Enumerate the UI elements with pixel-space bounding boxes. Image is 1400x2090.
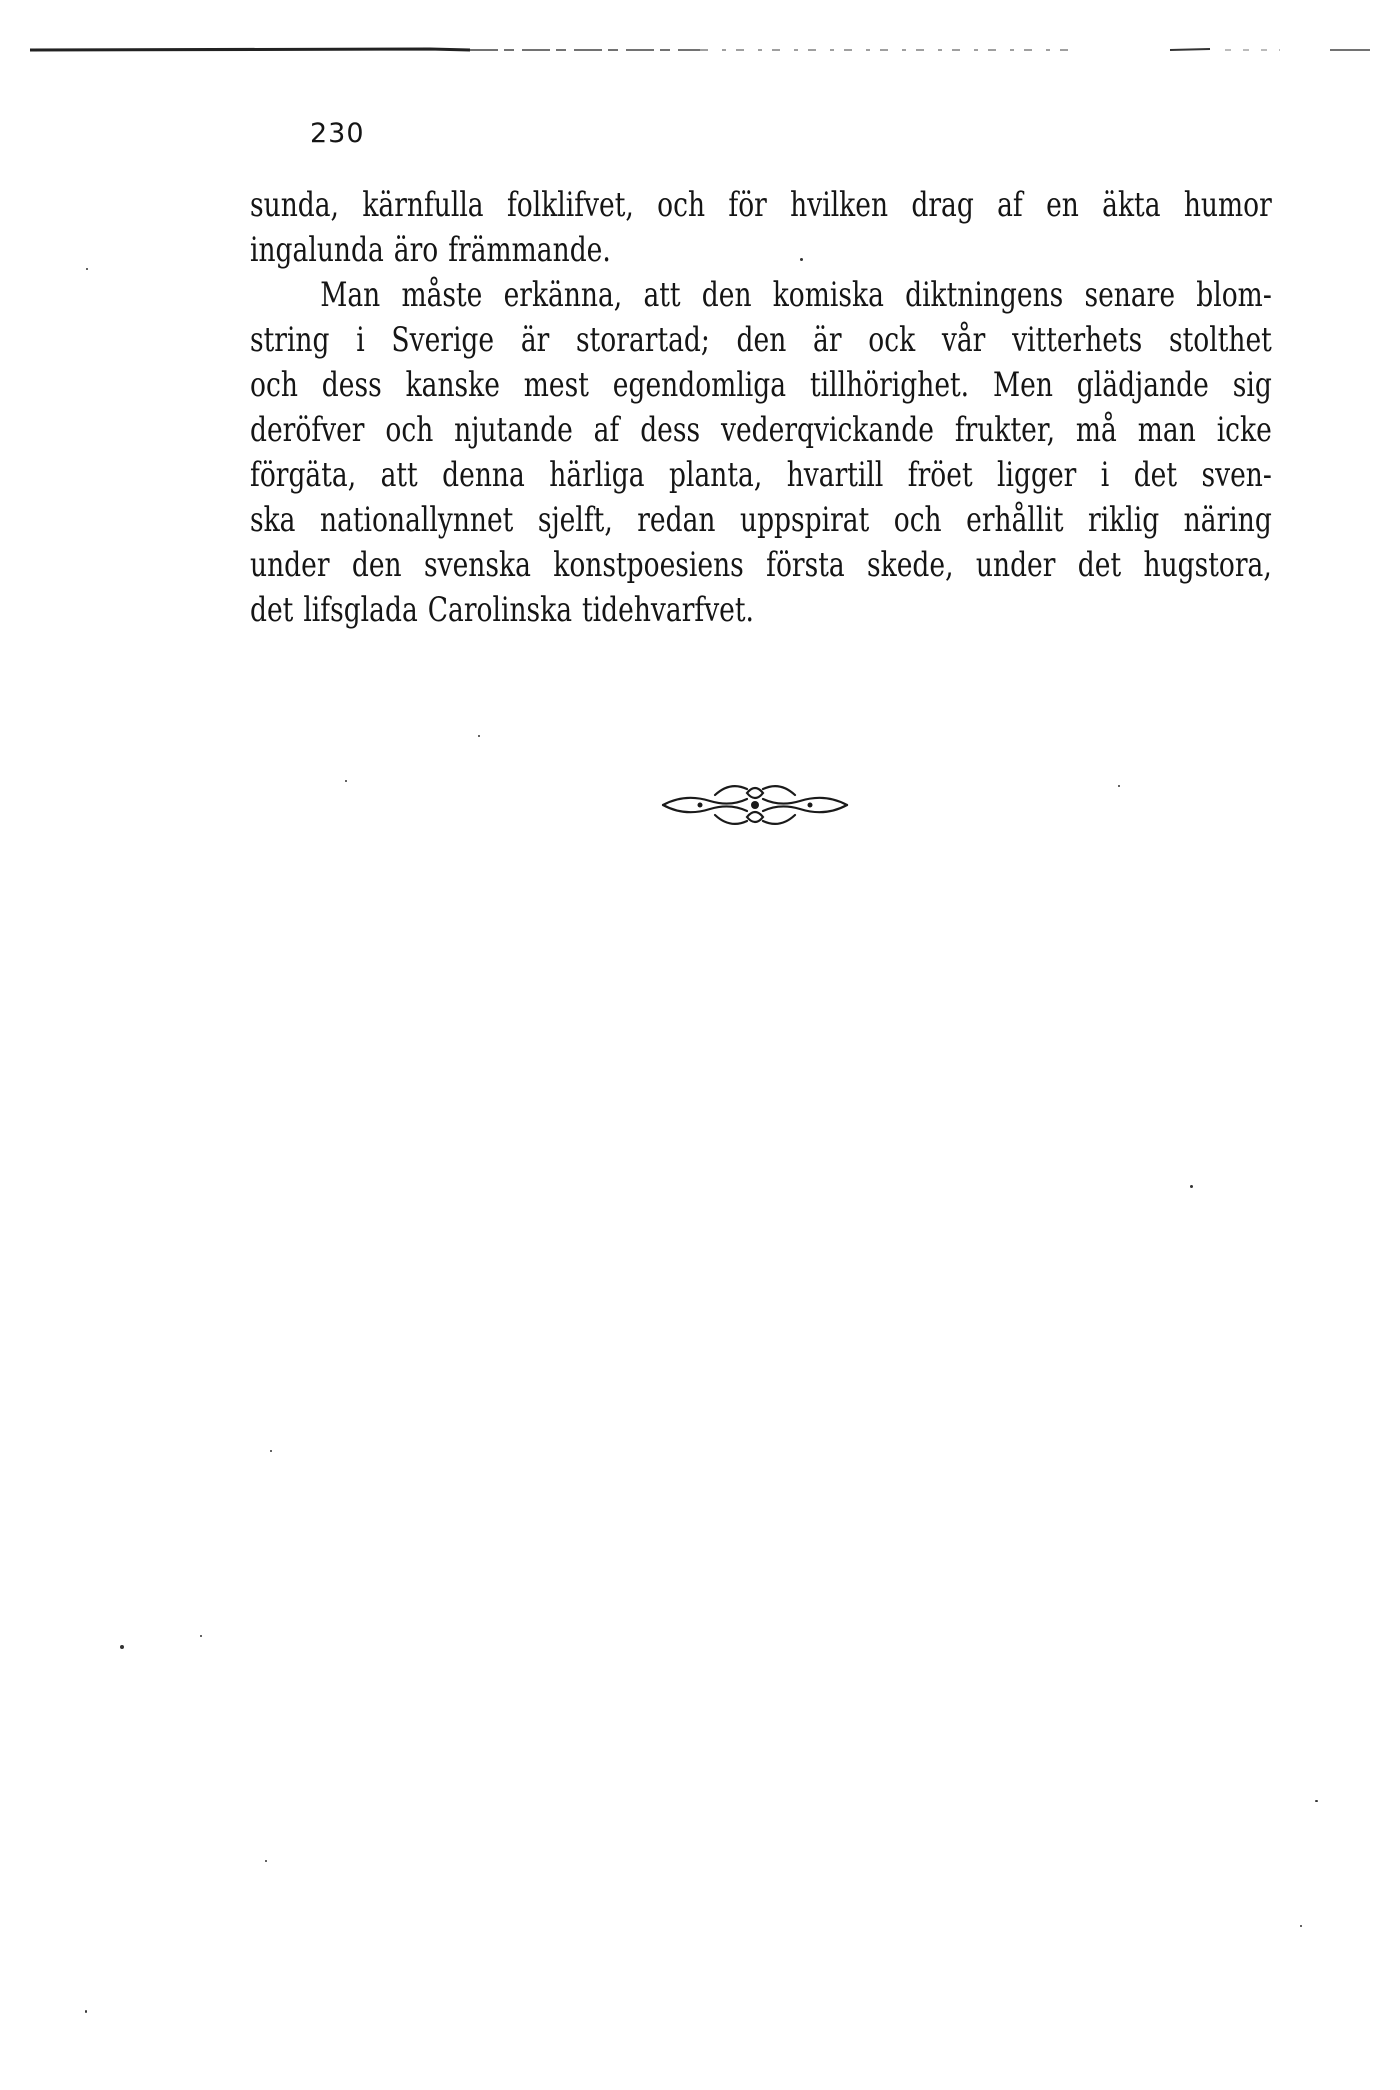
paper-speck	[200, 1635, 202, 1637]
text-line: deröfver och njutande af dess vederqvickande frukter, må man icke	[250, 410, 1272, 450]
paper-speck	[1118, 785, 1120, 787]
paper-speck	[800, 258, 803, 261]
paper-speck	[270, 1450, 272, 1452]
paper-speck	[85, 2010, 87, 2013]
ornament-divider-icon	[655, 775, 855, 835]
text-line: string i Sverige är storartad; den är ock vår vitterhets stolthet	[250, 320, 1272, 360]
paper-speck	[86, 268, 88, 270]
text-line: Man måste erkänna, att den komiska diktningens senare blom-	[320, 275, 1272, 315]
page-number: 230	[310, 118, 365, 149]
text-line: ingalunda äro främmande.	[250, 230, 611, 270]
paper-speck	[1190, 1185, 1193, 1188]
text-line: det lifsglada Carolinska tidehvarfvet.	[250, 590, 754, 630]
paper-speck	[120, 1645, 124, 1649]
body-text	[250, 183, 1272, 633]
top-rule	[0, 40, 1400, 60]
text-line: och dess kanske mest egendomliga tillhörighet. Men glädjande sig	[250, 365, 1272, 405]
paper-speck	[1300, 1925, 1302, 1927]
text-line: ska nationallynnet sjelft, redan uppspirat och erhållit riklig näring	[250, 500, 1272, 540]
paper-speck	[345, 780, 347, 782]
text-line: under den svenska konstpoesiens första skede, under det hugstora,	[250, 545, 1272, 585]
paper-speck	[478, 735, 480, 737]
text-line: förgäta, att denna härliga planta, hvartill fröet ligger i det sven-	[250, 455, 1272, 495]
paper-speck	[1315, 1800, 1318, 1802]
text-line: sunda, kärnfulla folklifvet, och för hvilken drag af en äkta humor	[250, 185, 1272, 225]
paper-speck	[265, 1860, 267, 1862]
